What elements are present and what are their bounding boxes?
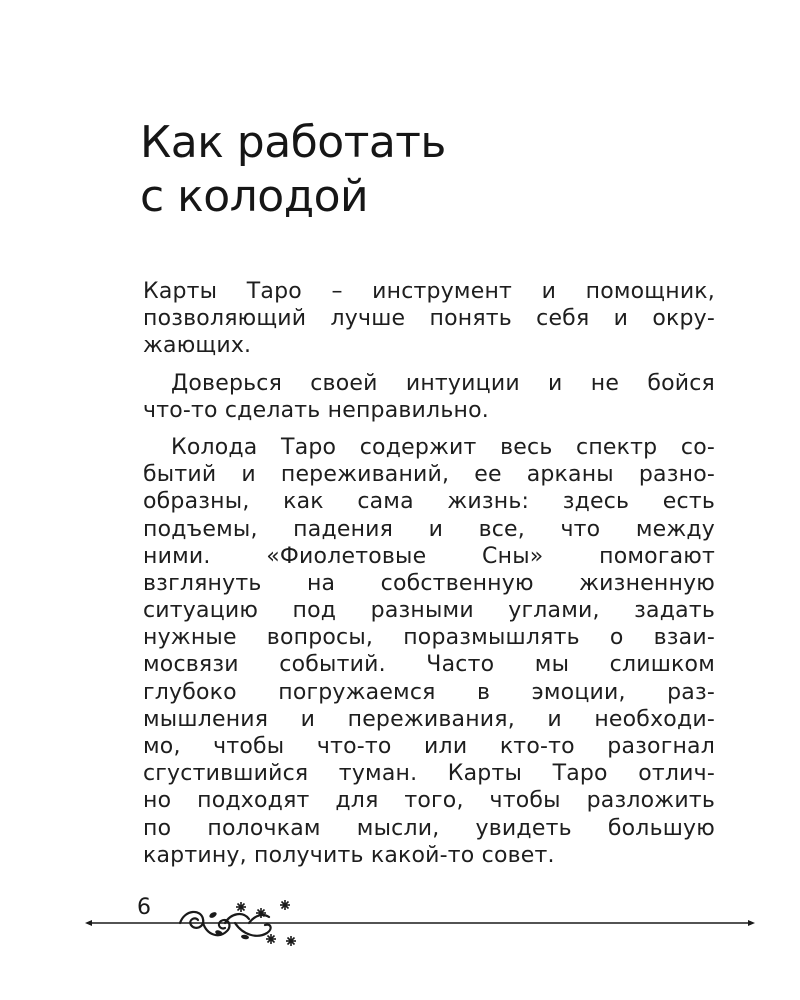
text-line: Доверься своей интуиции и не бойся	[171, 370, 715, 396]
text-line: картину, получить какой-то совет.	[143, 842, 555, 868]
text-line: образны, как сама жизнь: здесь есть	[143, 489, 715, 515]
text-line: по полочкам мысли, увидеть большую	[143, 815, 715, 841]
text-line: подъемы, падения и все, что между	[143, 516, 715, 542]
text-line: мышления и переживания, и необходи-	[143, 706, 715, 732]
paragraph	[143, 370, 715, 424]
text-line: взглянуть на собственную жизненную	[143, 570, 715, 596]
text-line: ситуацию под разными углами, задать	[143, 598, 715, 624]
text-line: позволяющий лучше понять себя и окру-	[143, 306, 715, 332]
text-line: нужные вопросы, поразмышлять о взаи-	[143, 625, 715, 651]
text-line: жающих.	[143, 333, 252, 359]
paragraph	[143, 434, 715, 869]
body-text	[143, 278, 715, 869]
title-line: с колодой	[140, 171, 369, 222]
text-line: глубоко погружаемся в эмоции, раз-	[143, 679, 715, 705]
text-line: ними. «Фиолетовые Сны» помогают	[143, 543, 715, 569]
text-line: сгустившийся туман. Карты Таро отлич-	[143, 761, 715, 787]
text-line: мосвязи событий. Часто мы слишком	[143, 652, 715, 678]
text-line: мо, чтобы что-то или кто-то разогнал	[143, 734, 715, 760]
page-title	[140, 116, 446, 224]
text-line: Колода Таро содержит весь спектр со-	[171, 434, 715, 460]
floral-divider-icon	[85, 895, 755, 955]
text-line: что-то сделать неправильно.	[143, 397, 489, 423]
page-number: 6	[137, 895, 151, 920]
paragraph	[143, 278, 715, 360]
title-line: Как работать	[140, 117, 446, 168]
text-line: бытий и переживаний, ее арканы разно-	[143, 462, 715, 488]
text-line: но подходят для того, чтобы разложить	[143, 788, 715, 814]
text-line: Карты Таро – инструмент и помощник,	[143, 279, 715, 304]
